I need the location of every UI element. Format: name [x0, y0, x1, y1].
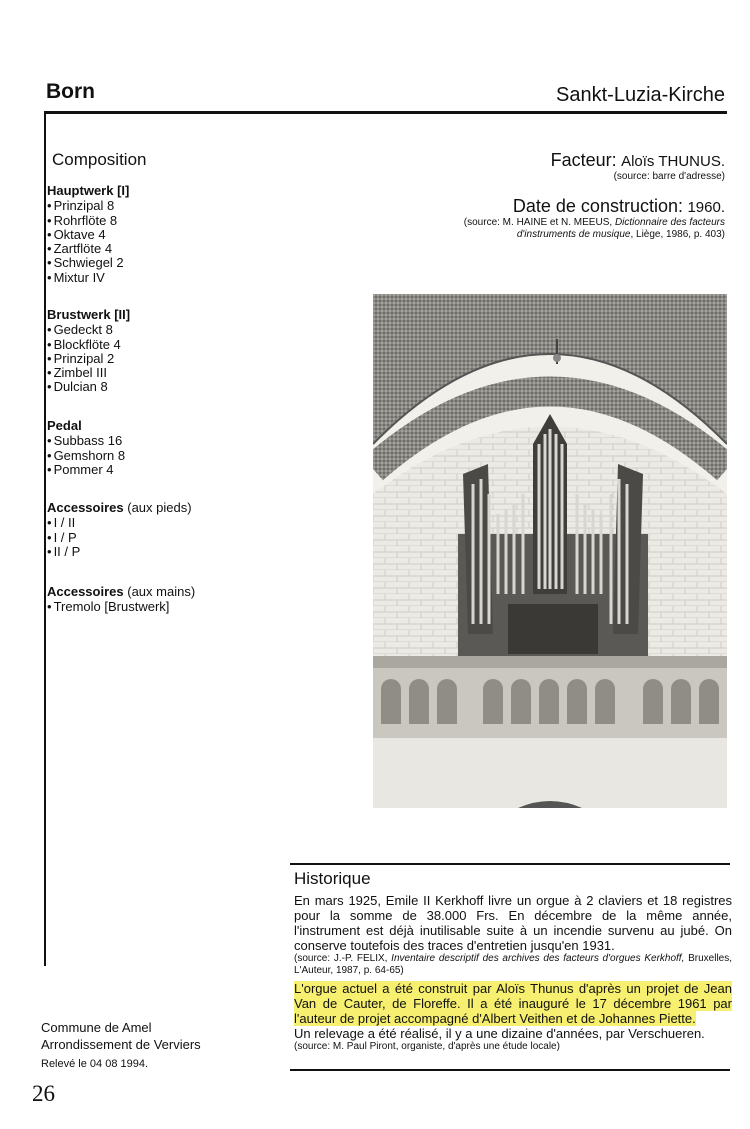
- brustwerk-list: [47, 323, 130, 394]
- hauptwerk-title: Hauptwerk [I]: [47, 183, 130, 198]
- stop-item: • Zimbel III: [47, 366, 130, 380]
- stop-item: • Schwiegel 2: [47, 256, 129, 270]
- builder-block: [551, 150, 725, 183]
- place-title: Born: [46, 80, 95, 103]
- page-number: 26: [32, 1081, 55, 1106]
- builder-label: Facteur:: [550, 150, 617, 170]
- date-label: Date de construction:: [512, 196, 683, 216]
- accessories-hands-list: [47, 600, 195, 614]
- stop-item: • Gedeckt 8: [47, 323, 130, 337]
- accessories-feet-list: [47, 516, 192, 559]
- header-rule: [46, 111, 727, 114]
- pedal-section: [47, 419, 125, 477]
- stop-item: • Dulcian 8: [47, 380, 130, 394]
- builder-source: (source: barre d'adresse): [613, 171, 725, 182]
- accessories-hands-title: Accessoires (aux mains): [47, 584, 196, 599]
- hauptwerk-section: [47, 184, 129, 285]
- stop-item: • Subbass 16: [47, 434, 125, 448]
- coupler-item: • II / P: [47, 545, 192, 559]
- stop-item: • Rohrflöte 8: [47, 214, 129, 228]
- historique-rule-bottom: [290, 1069, 730, 1071]
- stop-item: • Zartflöte 4: [47, 242, 129, 256]
- historique-title: Historique: [294, 869, 371, 888]
- stop-item: • Blockflöte 4: [47, 338, 130, 352]
- accessories-feet-section: [47, 501, 192, 559]
- coupler-item: • I / II: [47, 516, 192, 530]
- releve-date: Relevé le 04 08 1994.: [41, 1058, 149, 1070]
- date-block: [464, 196, 725, 241]
- accessories-feet-title: Accessoires (aux pieds): [47, 500, 192, 515]
- historique-body: [294, 893, 732, 1053]
- stop-item: • Pommer 4: [47, 463, 125, 477]
- builder-value: Aloïs THUNUS.: [621, 153, 725, 170]
- composition-title: Composition: [52, 150, 147, 169]
- stop-item: • Oktave 4: [47, 228, 129, 242]
- brustwerk-title: Brustwerk [II]: [47, 307, 131, 322]
- accessories-hands-section: [47, 585, 195, 615]
- pedal-title: Pedal: [47, 418, 82, 433]
- historique-rule: [290, 863, 730, 865]
- historique-paragraph-highlighted: L'orgue actuel a été construit par Aloïs Thunus d'après un projet de Jean Van de Cauter, de Floreffe. Il a été inauguré le 17 décembre 1961 par l'auteur de projet accompagné d'Albert Veithen et de Johannes Piette.: [294, 981, 732, 1026]
- pedal-list: [47, 434, 125, 477]
- hauptwerk-list: [47, 199, 129, 285]
- historique-paragraph: En mars 1925, Emile II Kerkhoff livre un orgue à 2 claviers et 18 registres pour la somme de 38.000 Frs. En décembre de la même année, l'instrument est déjà inutilisable suite à un incendie survenu au jubé. On conserve toutefois des traces d'entretien jusqu'en 1931.: [294, 893, 732, 953]
- coupler-item: • I / P: [47, 531, 192, 545]
- historique-source: (source: J.-P. FELIX, Inventaire descriptif des archives des facteurs d'orgues Kerkhoff, Bruxelles, L'Auteur, 1987, p. 64-65): [294, 953, 733, 976]
- date-source: (source: M. HAINE et N. MEEUS, Dictionnaire des facteurs d'instruments de musique, Liège, 1986, p. 403): [463, 217, 725, 240]
- commune-block: [41, 1019, 201, 1053]
- accessory-item: • Tremolo [Brustwerk]: [47, 600, 195, 614]
- stop-item: • Mixtur IV: [47, 271, 129, 285]
- stop-item: • Prinzipal 8: [47, 199, 129, 213]
- historique-paragraph: Un relevage a été réalisé, il y a une dizaine d'années, par Verschueren.: [294, 1026, 705, 1041]
- commune-name: Commune de Amel: [41, 1020, 152, 1035]
- stop-item: • Gemshorn 8: [47, 449, 125, 463]
- left-rule: [44, 111, 46, 966]
- historique-source: (source: M. Paul Piront, organiste, d'après une étude locale): [294, 1041, 560, 1052]
- church-title: Sankt-Luzia-Kirche: [556, 84, 725, 106]
- organ-photo: [373, 294, 727, 808]
- stop-item: • Prinzipal 2: [47, 352, 130, 366]
- brustwerk-section: [47, 308, 130, 395]
- date-value: 1960.: [687, 199, 725, 216]
- arrondissement-name: Arrondissement de Verviers: [41, 1037, 201, 1052]
